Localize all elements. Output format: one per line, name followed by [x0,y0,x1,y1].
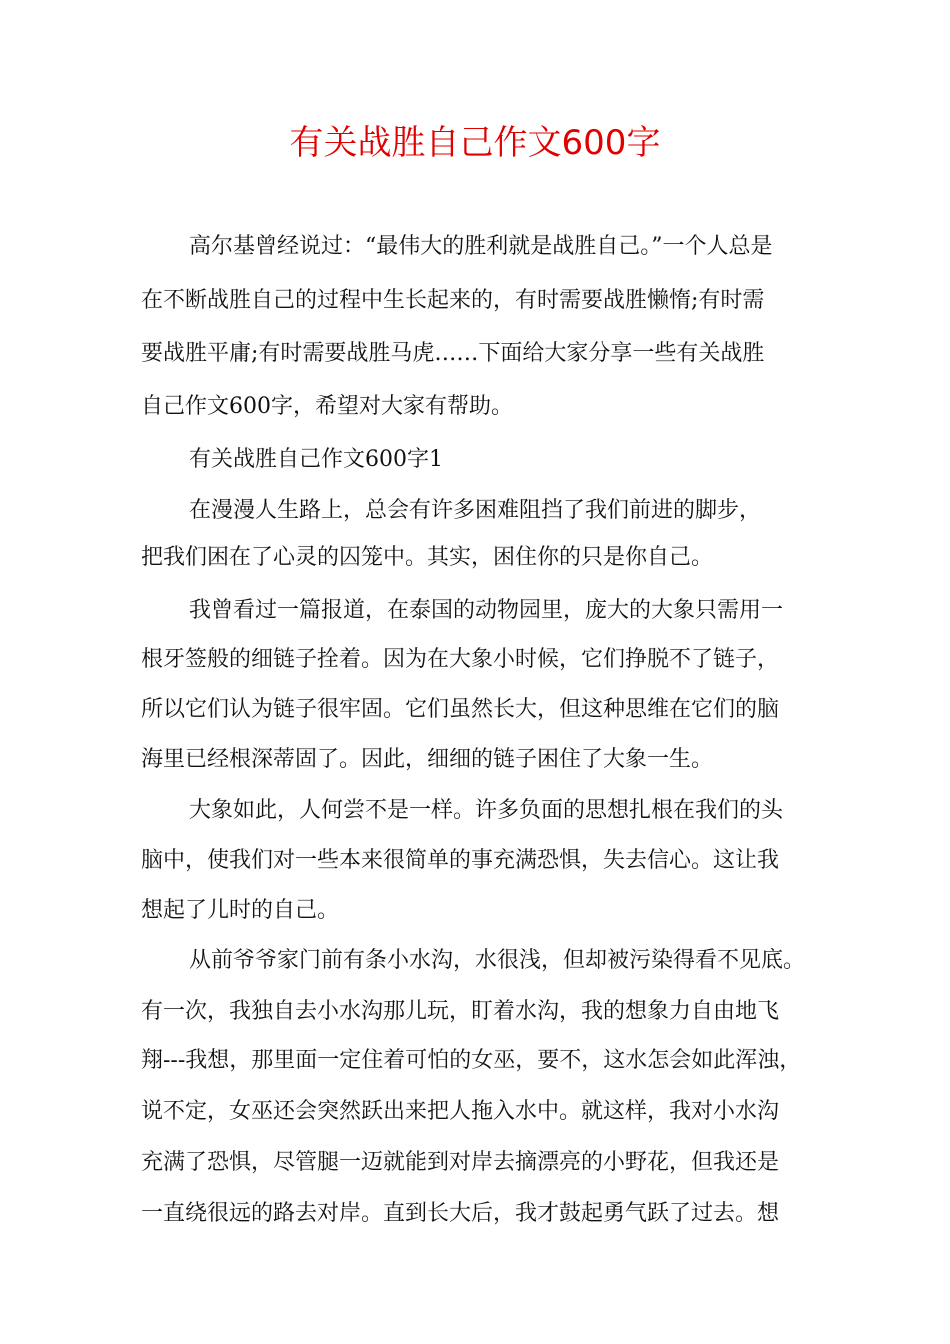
paragraph-line: 自己作文600字，希望对大家有帮助。 [141,394,513,419]
paragraph-line: 想起了儿时的自己。 [141,898,340,923]
paragraph-line: 所以它们认为链子很牢固。它们虽然长大，但这种思维在它们的脑 [141,697,780,722]
paragraph-line: 一直绕很远的路去对岸。直到长大后，我才鼓起勇气跃了过去。想 [141,1201,780,1226]
paragraph-line: 大象如此，人何尝不是一样。许多负面的思想扎根在我们的头 [189,798,784,823]
paragraph-line: 说不定，女巫还会突然跃出来把人拖入水中。就这样，我对小水沟 [141,1099,780,1124]
paragraph-line: 在漫漫人生路上，总会有许多困难阻挡了我们前进的脚步， [189,498,762,523]
paragraph-line: 要战胜平庸;有时需要战胜马虎……下面给大家分享一些有关战胜 [141,341,765,366]
paragraph-line: 在不断战胜自己的过程中生长起来的，有时需要战胜懒惰;有时需 [141,288,765,313]
paragraph-line: 海里已经根深蒂固了。因此，细细的链子困住了大象一生。 [141,747,714,772]
paragraph-line: 翔---我想，那里面一定住着可怕的女巫，要不，这水怎会如此浑浊， [141,1048,802,1073]
paragraph-line: 我曾看过一篇报道，在泰国的动物园里，庞大的大象只需用一 [189,598,784,623]
paragraph-line: 根牙签般的细链子拴着。因为在大象小时候，它们挣脱不了链子， [141,647,780,672]
paragraph-line: 从前爷爷家门前有条小水沟，水很浅，但却被污染得看不见底。 [189,948,806,973]
document-title: 有关战胜自己作文600字 [289,123,661,163]
paragraph-line: 把我们困在了心灵的囚笼中。其实，困住你的只是你自己。 [141,545,714,570]
section-heading: 有关战胜自己作文600字1 [189,447,443,472]
paragraph-line: 高尔基曾经说过：“最伟大的胜利就是战胜自己。”一个人总是 [189,234,773,259]
paragraph-line: 充满了恐惧，尽管腿一迈就能到对岸去摘漂亮的小野花，但我还是 [141,1150,780,1175]
paragraph-line: 脑中，使我们对一些本来很简单的事充满恐惧，失去信心。这让我 [141,848,780,873]
paragraph-line: 有一次，我独自去小水沟那儿玩，盯着水沟，我的想象力自由地飞 [141,999,780,1024]
